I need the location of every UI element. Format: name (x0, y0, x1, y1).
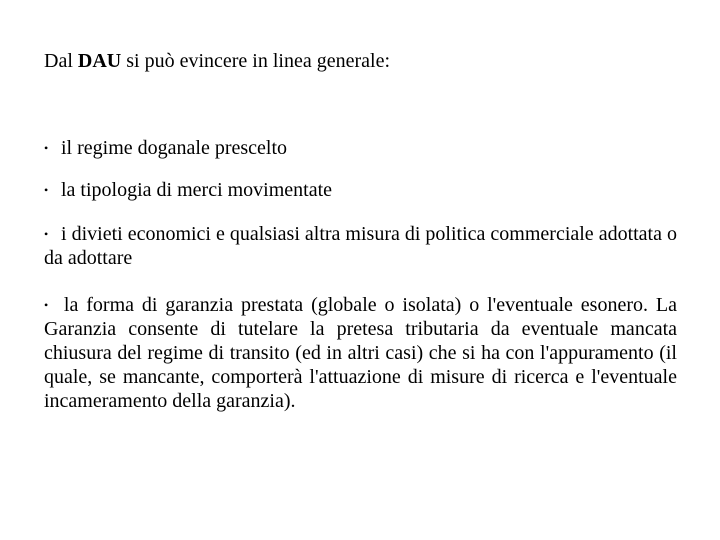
intro-suffix: si può evincere in linea generale: (121, 50, 391, 72)
bullet-icon: • (44, 183, 49, 197)
list-item (44, 178, 677, 202)
bullet-icon: • (44, 298, 49, 312)
list-item-text: il regime doganale prescelto (61, 137, 288, 159)
intro-line (44, 49, 677, 73)
list-item (44, 293, 677, 413)
list-item (44, 136, 677, 160)
list-item (44, 222, 677, 270)
list-item-text: i divieti economici e qualsiasi altra misura di politica commerciale adottata o da adottare (44, 223, 677, 269)
list-item-text: la forma di garanzia prestata (globale o isolata) o l'eventuale esonero. La Garanzia consente di tutelare la pretesa tributaria da eventuale mancata chiusura del regime di transito (ed in altri casi) che si ha con l'appuramento (il quale, se mancante, comporterà l'attuazione di misure di ricerca e l'eventuale incameramento della garanzia). (44, 294, 677, 412)
bullet-icon: • (44, 227, 49, 241)
list-item-text: la tipologia di merci movimentate (61, 179, 333, 201)
intro-bold-term: DAU (77, 50, 122, 72)
intro-prefix: Dal (44, 50, 78, 72)
bullet-icon: • (44, 141, 49, 155)
